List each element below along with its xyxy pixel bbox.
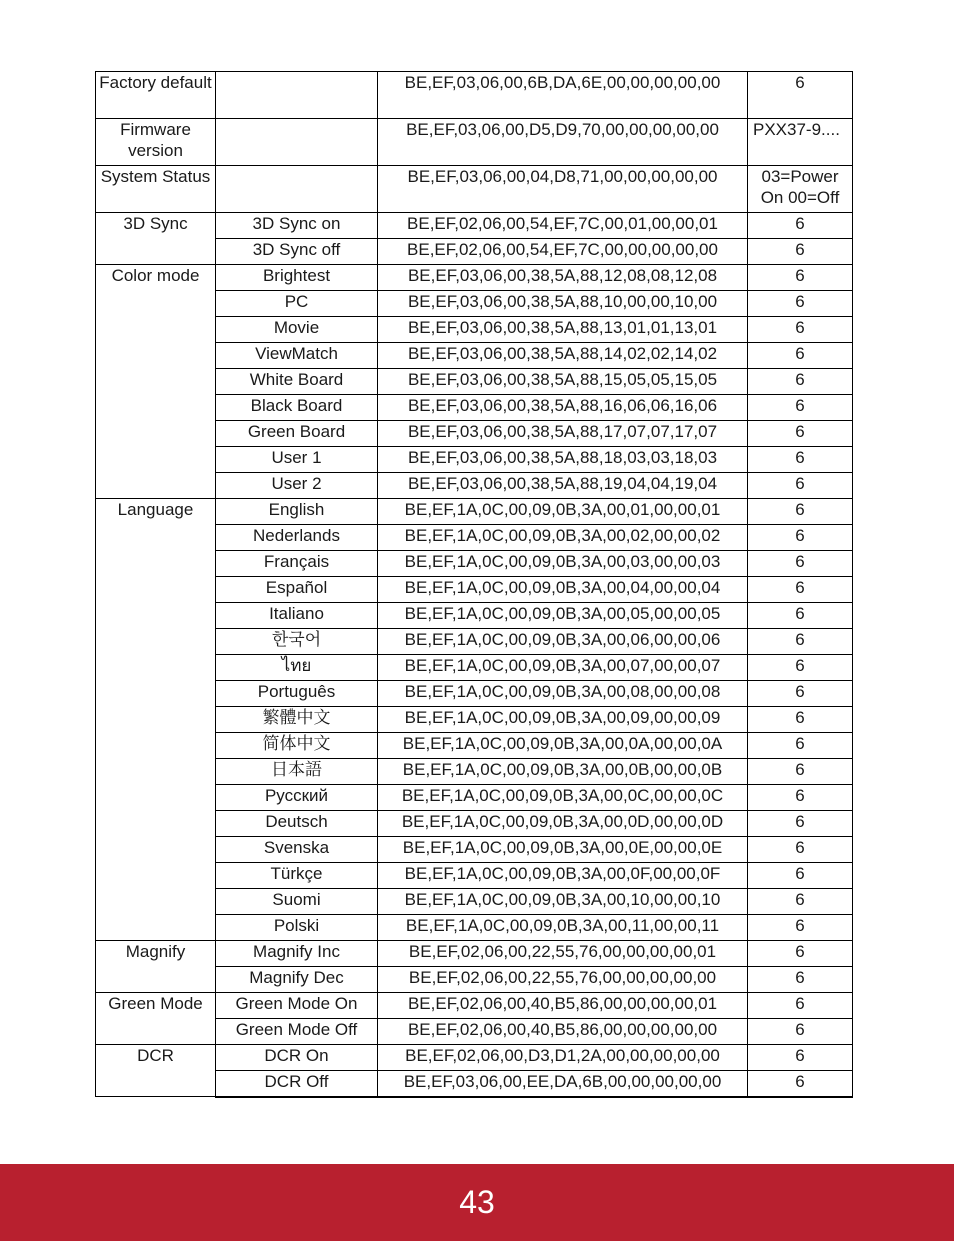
- return-value-cell: 6: [748, 72, 853, 119]
- command-table-body: [96, 72, 853, 1097]
- return-value-cell: 6: [748, 941, 853, 967]
- return-value-cell: 6: [748, 993, 853, 1019]
- command-code-cell: BE,EF,02,06,00,54,EF,7C,00,01,00,00,01: [378, 213, 748, 239]
- page-footer: [0, 1164, 954, 1241]
- option-cell: Español: [216, 577, 378, 603]
- return-value-cell: 6: [748, 317, 853, 343]
- command-code-cell: BE,EF,1A,0C,00,09,0B,3A,00,0F,00,00,0F: [378, 863, 748, 889]
- option-cell: DCR On: [216, 1045, 378, 1071]
- table-row: [96, 166, 853, 213]
- command-code-cell: BE,EF,1A,0C,00,09,0B,3A,00,07,00,00,07: [378, 655, 748, 681]
- option-cell: White Board: [216, 369, 378, 395]
- option-cell: Deutsch: [216, 811, 378, 837]
- option-cell: Brightest: [216, 265, 378, 291]
- option-cell: 3D Sync off: [216, 239, 378, 265]
- table-row: [96, 993, 853, 1019]
- command-code-cell: BE,EF,03,06,00,6B,DA,6E,00,00,00,00,00: [378, 72, 748, 119]
- function-cell: 3D Sync: [96, 213, 216, 265]
- return-value-cell: 6: [748, 655, 853, 681]
- option-cell: Português: [216, 681, 378, 707]
- function-cell: Magnify: [96, 941, 216, 993]
- option-cell: Svenska: [216, 837, 378, 863]
- option-cell: User 1: [216, 447, 378, 473]
- option-cell: Türkçe: [216, 863, 378, 889]
- command-code-cell: BE,EF,1A,0C,00,09,0B,3A,00,09,00,00,09: [378, 707, 748, 733]
- return-value-cell: 6: [748, 811, 853, 837]
- command-code-cell: BE,EF,03,06,00,04,D8,71,00,00,00,00,00: [378, 166, 748, 213]
- command-table: [95, 71, 853, 1098]
- option-cell: Green Board: [216, 421, 378, 447]
- return-value-cell: 6: [748, 629, 853, 655]
- command-code-cell: BE,EF,03,06,00,38,5A,88,16,06,06,16,06: [378, 395, 748, 421]
- option-cell: 3D Sync on: [216, 213, 378, 239]
- function-cell: Firmware version: [96, 119, 216, 166]
- command-code-cell: BE,EF,02,06,00,22,55,76,00,00,00,00,01: [378, 941, 748, 967]
- option-cell: ViewMatch: [216, 343, 378, 369]
- command-code-cell: BE,EF,1A,0C,00,09,0B,3A,00,04,00,00,04: [378, 577, 748, 603]
- return-value-cell: 6: [748, 863, 853, 889]
- function-cell: System Status: [96, 166, 216, 213]
- return-value-cell: 6: [748, 525, 853, 551]
- command-code-cell: BE,EF,03,06,00,38,5A,88,13,01,01,13,01: [378, 317, 748, 343]
- table-row: [96, 72, 853, 119]
- command-code-cell: BE,EF,1A,0C,00,09,0B,3A,00,03,00,00,03: [378, 551, 748, 577]
- return-value-cell: 6: [748, 343, 853, 369]
- table-row: [96, 941, 853, 967]
- table-row: [96, 1045, 853, 1071]
- return-value-cell: 6: [748, 759, 853, 785]
- option-cell: English: [216, 499, 378, 525]
- option-cell: Magnify Dec: [216, 967, 378, 993]
- function-cell: Color mode: [96, 265, 216, 499]
- option-cell: [216, 119, 378, 166]
- return-value-cell: 6: [748, 421, 853, 447]
- command-code-cell: BE,EF,1A,0C,00,09,0B,3A,00,0C,00,00,0C: [378, 785, 748, 811]
- return-value-cell: 03=Power On 00=Off: [748, 166, 853, 213]
- command-code-cell: BE,EF,03,06,00,38,5A,88,12,08,08,12,08: [378, 265, 748, 291]
- function-cell: Factory default: [96, 72, 216, 119]
- return-value-cell: 6: [748, 447, 853, 473]
- command-code-cell: BE,EF,1A,0C,00,09,0B,3A,00,0E,00,00,0E: [378, 837, 748, 863]
- return-value-cell: PXX37-9....: [748, 119, 853, 166]
- return-value-cell: 6: [748, 889, 853, 915]
- option-cell: Green Mode On: [216, 993, 378, 1019]
- function-cell: Language: [96, 499, 216, 941]
- return-value-cell: 6: [748, 265, 853, 291]
- command-code-cell: BE,EF,1A,0C,00,09,0B,3A,00,05,00,00,05: [378, 603, 748, 629]
- option-cell: Suomi: [216, 889, 378, 915]
- command-code-cell: BE,EF,1A,0C,00,09,0B,3A,00,08,00,00,08: [378, 681, 748, 707]
- command-code-cell: BE,EF,03,06,00,38,5A,88,14,02,02,14,02: [378, 343, 748, 369]
- command-code-cell: BE,EF,02,06,00,D3,D1,2A,00,00,00,00,00: [378, 1045, 748, 1071]
- option-cell: DCR Off: [216, 1071, 378, 1097]
- command-code-cell: BE,EF,02,06,00,40,B5,86,00,00,00,00,00: [378, 1019, 748, 1045]
- option-cell: Movie: [216, 317, 378, 343]
- table-row: [96, 499, 853, 525]
- return-value-cell: 6: [748, 291, 853, 317]
- return-value-cell: 6: [748, 551, 853, 577]
- command-code-cell: BE,EF,03,06,00,EE,DA,6B,00,00,00,00,00: [378, 1071, 748, 1097]
- return-value-cell: 6: [748, 395, 853, 421]
- return-value-cell: 6: [748, 239, 853, 265]
- return-value-cell: 6: [748, 369, 853, 395]
- option-cell: 日本語: [216, 759, 378, 785]
- option-cell: Polski: [216, 915, 378, 941]
- option-cell: Français: [216, 551, 378, 577]
- return-value-cell: 6: [748, 733, 853, 759]
- option-cell: Green Mode Off: [216, 1019, 378, 1045]
- option-cell: ไทย: [216, 655, 378, 681]
- option-cell: 繁體中文: [216, 707, 378, 733]
- return-value-cell: 6: [748, 1045, 853, 1071]
- return-value-cell: 6: [748, 915, 853, 941]
- command-code-cell: BE,EF,1A,0C,00,09,0B,3A,00,01,00,00,01: [378, 499, 748, 525]
- command-code-cell: BE,EF,03,06,00,38,5A,88,10,00,00,10,00: [378, 291, 748, 317]
- command-code-cell: BE,EF,03,06,00,D5,D9,70,00,00,00,00,00: [378, 119, 748, 166]
- command-code-cell: BE,EF,1A,0C,00,09,0B,3A,00,06,00,00,06: [378, 629, 748, 655]
- option-cell: Nederlands: [216, 525, 378, 551]
- command-code-cell: BE,EF,1A,0C,00,09,0B,3A,00,0A,00,00,0A: [378, 733, 748, 759]
- table-row: [96, 119, 853, 166]
- return-value-cell: 6: [748, 603, 853, 629]
- return-value-cell: 6: [748, 213, 853, 239]
- return-value-cell: 6: [748, 967, 853, 993]
- option-cell: PC: [216, 291, 378, 317]
- command-code-cell: BE,EF,1A,0C,00,09,0B,3A,00,0D,00,00,0D: [378, 811, 748, 837]
- function-cell: DCR: [96, 1045, 216, 1097]
- command-code-cell: BE,EF,03,06,00,38,5A,88,18,03,03,18,03: [378, 447, 748, 473]
- return-value-cell: 6: [748, 1071, 853, 1097]
- return-value-cell: 6: [748, 499, 853, 525]
- function-cell: Green Mode: [96, 993, 216, 1045]
- option-cell: 简体中文: [216, 733, 378, 759]
- option-cell: Русский: [216, 785, 378, 811]
- command-code-cell: BE,EF,03,06,00,38,5A,88,19,04,04,19,04: [378, 473, 748, 499]
- return-value-cell: 6: [748, 681, 853, 707]
- option-cell: 한국어: [216, 629, 378, 655]
- command-code-cell: BE,EF,1A,0C,00,09,0B,3A,00,11,00,00,11: [378, 915, 748, 941]
- return-value-cell: 6: [748, 707, 853, 733]
- option-cell: [216, 166, 378, 213]
- return-value-cell: 6: [748, 837, 853, 863]
- command-code-cell: BE,EF,1A,0C,00,09,0B,3A,00,02,00,00,02: [378, 525, 748, 551]
- option-cell: [216, 72, 378, 119]
- return-value-cell: 6: [748, 473, 853, 499]
- return-value-cell: 6: [748, 785, 853, 811]
- option-cell: Italiano: [216, 603, 378, 629]
- command-code-cell: BE,EF,03,06,00,38,5A,88,17,07,07,17,07: [378, 421, 748, 447]
- command-code-cell: BE,EF,1A,0C,00,09,0B,3A,00,10,00,00,10: [378, 889, 748, 915]
- return-value-cell: 6: [748, 1019, 853, 1045]
- return-value-cell: 6: [748, 577, 853, 603]
- command-code-cell: BE,EF,1A,0C,00,09,0B,3A,00,0B,00,00,0B: [378, 759, 748, 785]
- option-cell: Black Board: [216, 395, 378, 421]
- command-code-cell: BE,EF,02,06,00,22,55,76,00,00,00,00,00: [378, 967, 748, 993]
- table-row: [96, 265, 853, 291]
- command-code-cell: BE,EF,03,06,00,38,5A,88,15,05,05,15,05: [378, 369, 748, 395]
- table-row: [96, 213, 853, 239]
- command-code-cell: BE,EF,02,06,00,40,B5,86,00,00,00,00,01: [378, 993, 748, 1019]
- option-cell: Magnify Inc: [216, 941, 378, 967]
- option-cell: User 2: [216, 473, 378, 499]
- command-code-cell: BE,EF,02,06,00,54,EF,7C,00,00,00,00,00: [378, 239, 748, 265]
- page-number: 43: [459, 1184, 495, 1220]
